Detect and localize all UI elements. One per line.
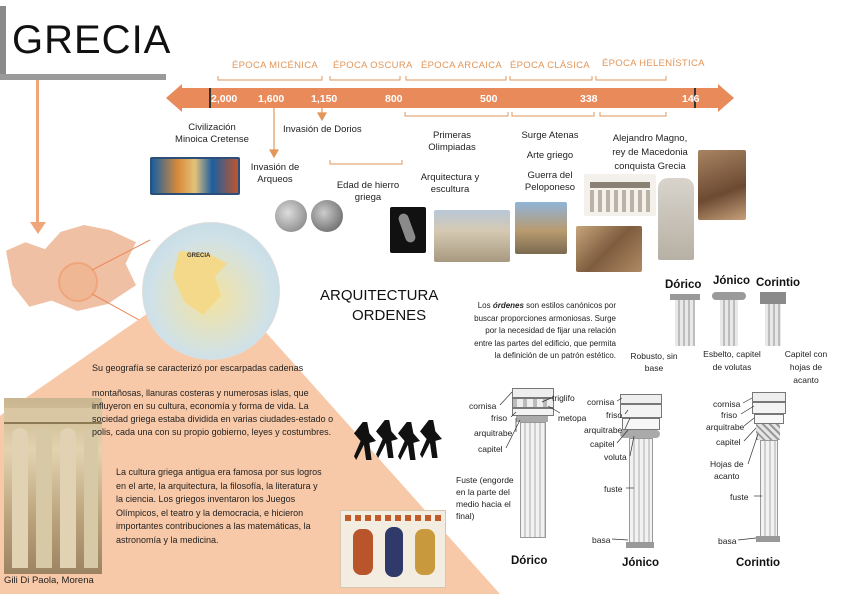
year-338: 338 [580,93,598,105]
event-hierro: Edad de hierro griega [336,180,400,203]
event-alejandro: Alejandro Magno, rey de Macedonia conquista Grecia [612,133,688,172]
ionic-friso-label: friso [606,410,623,420]
year-146: 146 [682,93,700,105]
event-minoica: Civilización Minoica Cretense [175,122,249,145]
corinthian-hojas-label: Hojas de acanto [710,459,744,481]
ionic-cornisa-label: cornisa [587,397,615,407]
greece-map-label: GRECIA [187,253,211,259]
architecture-title: ARQUITECTURA ORDENES [320,287,439,324]
author-credit: Gili Di Paola, Morena [4,575,94,586]
event-arte: Arte griego [526,150,574,161]
doric-capitel-label: capitel [478,444,503,454]
era-micenica: ÉPOCA MICÉNICA [232,60,319,71]
page-title: GRECIA [12,18,172,62]
era-clasica: ÉPOCA CLÁSICA [510,60,590,71]
year-2000: 2,000 [211,93,238,105]
year-800: 800 [385,93,403,105]
order-title-dorico-top: Dórico [665,279,702,291]
culture-paragraph: La cultura griega antigua era famosa por sus logros en el arte, la arquitectura, la filosofía, la literatura y la ciencia. Los griegos inventaron los Juegos Olímpicos, el teatro y la democracia, e hicieron importantes contribuciones a las matemáticas, la astronomía y la medicina. [116,467,322,545]
event-olimpiadas: Primeras Olimpiadas [428,130,476,153]
corinthian-basa-label: basa [718,536,737,546]
event-arquitectura: Arquitectura y escultura [420,172,480,195]
ionic-voluta-label: voluta [604,452,627,462]
era-oscura: ÉPOCA OSCURA [333,60,413,71]
ionic-diagram-title: Jónico [622,557,660,569]
greek-runners-image [350,414,446,464]
ionic-basa-label: basa [592,535,611,545]
corintio-description: Capitel con hojas de acanto [784,349,828,385]
caryatid-porch-image [4,398,102,574]
corinthian-diagram-title: Corintio [736,557,781,569]
year-500: 500 [480,93,498,105]
corinthian-arquitrabe-label: arquitrabe [706,422,745,432]
corinthian-cornisa-label: cornisa [713,399,741,409]
event-arqueos: Invasión de Arqueos [250,162,300,185]
doric-triglifo-label: triglifo [552,393,575,403]
order-title-jonico-top: Jónico [713,275,751,287]
year-1150: 1,150 [311,93,338,105]
ionic-capitel-label: capitel [590,439,615,449]
doric-arquitrabe-label: arquitrabe [474,428,513,438]
geography-paragraph: Su geografía se caracterizó por escarpadas cadenas montañosas, llanuras costeras y numerosas islas, que influyeron en su cultura, economía y forma de vida. La sociedad griega estaba dividida en varias ciudades-estado o polis, cada una con su propio gobierno, leyes y costumbres. [92,363,334,437]
year-1600: 1,600 [258,93,285,105]
ionic-arquitrabe-label: arquitrabe [584,425,623,435]
era-arcaica: ÉPOCA ARCAICA [421,60,502,71]
corinthian-fuste-label: fuste [730,492,749,502]
greek-pottery-image [340,510,446,588]
dorico-description: Robusto, sin base [630,351,678,373]
corinthian-capitel-label: capitel [716,437,741,447]
event-atenas: Surge Atenas [521,130,579,141]
corinthian-friso-label: friso [721,410,738,420]
ionic-fuste-label: fuste [604,484,623,494]
order-title-corintio-top: Corintio [756,277,801,289]
event-guerra: Guerra del Peloponeso [524,170,576,193]
doric-friso-label: friso [491,413,508,423]
doric-fuste-label: Fuste (engorde en la parte del medio hacia el final) [456,475,514,521]
jonico-description: Esbelto, capitel de volutas [703,349,761,372]
orders-intro: Los órdenes son estilos canónicos por buscar proporciones armoniosas. Surge por la necesidad de fijar una relación entre las partes del edificio, que permita la definición de un patrón estético. [474,301,616,360]
era-helenistica: ÉPOCA HELENÍSTICA [602,58,705,69]
doric-cornisa-label: cornisa [469,401,497,411]
doric-diagram-title: Dórico [511,555,548,567]
doric-metopa-label: metopa [558,413,587,423]
event-dorios: Invasión de Dorios [283,124,362,135]
